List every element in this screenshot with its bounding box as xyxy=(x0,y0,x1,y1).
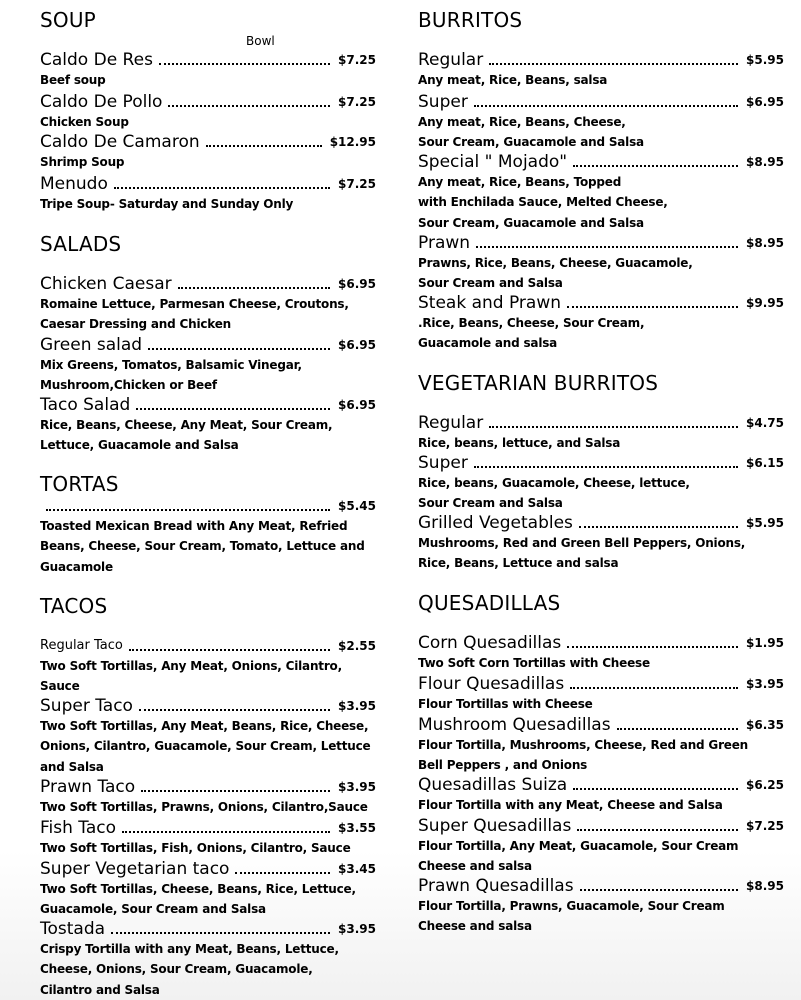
item-name-line xyxy=(418,50,784,70)
item-description: Flour Tortillas with Cheese xyxy=(418,697,593,711)
item-name-line xyxy=(418,413,784,433)
item-description: Romaine Lettuce, Parmesan Cheese, Croutons, xyxy=(40,297,349,311)
item-price: $3.95 xyxy=(746,677,784,691)
item-name: Caldo De Res xyxy=(40,50,153,70)
item-name: Super xyxy=(418,92,468,112)
item-description: Sauce xyxy=(40,679,80,694)
item-description: Two Soft Tortillas, Any Meat, Onions, Cilantro, xyxy=(40,659,342,673)
item-name-line xyxy=(418,775,784,795)
item-price: $9.95 xyxy=(746,296,784,310)
section-title: BURRITOS xyxy=(418,8,523,32)
item-description: Beef soup xyxy=(40,73,106,87)
item-description: Toasted Mexican Bread with Any Meat, Refried xyxy=(40,519,348,533)
item-name-line xyxy=(40,174,376,194)
dot-leader xyxy=(476,246,738,248)
item-description: Crispy Tortilla with any Meat, Beans, Lettuce, xyxy=(40,942,339,956)
item-description: Guacamole and salsa xyxy=(418,336,558,351)
item-name: Super Taco xyxy=(40,696,133,716)
item-name-line xyxy=(418,233,784,253)
item-price: $3.95 xyxy=(338,780,376,794)
item-description: Tripe Soup- Saturday and Sunday Only xyxy=(40,197,294,211)
item-description: Mix Greens, Tomatos, Balsamic Vinegar, xyxy=(40,358,302,372)
item-description: Lettuce, Guacamole and Salsa xyxy=(40,438,239,453)
item-description: Two Soft Tortillas, Fish, Onions, Cilantro, Sauce xyxy=(40,841,351,855)
item-price: $12.95 xyxy=(329,135,376,149)
item-price: $5.95 xyxy=(746,516,784,530)
dot-leader xyxy=(567,646,738,648)
item-price: $2.55 xyxy=(338,639,376,653)
dot-leader xyxy=(474,466,738,468)
item-name-line xyxy=(40,395,376,415)
section-title: TACOS xyxy=(40,594,108,618)
item-description: with Enchilada Sauce, Melted Cheese, xyxy=(418,195,668,210)
item-name-line xyxy=(40,335,376,355)
item-description: Sour Cream, Guacamole and Salsa xyxy=(418,215,644,230)
item-description: Flour Tortilla, Prawns, Guacamole, Sour Cream xyxy=(418,899,725,913)
item-price: $8.95 xyxy=(746,236,784,250)
item-name: Flour Quesadillas xyxy=(418,674,565,694)
item-name-line xyxy=(40,132,376,152)
dot-leader xyxy=(489,63,738,65)
item-name-line xyxy=(418,816,784,836)
dot-leader xyxy=(141,790,330,792)
item-name: Regular xyxy=(418,50,484,70)
item-name: Fish Taco xyxy=(40,818,117,838)
dot-leader xyxy=(136,408,330,410)
item-description: Sour Cream and Salsa xyxy=(418,276,563,291)
item-name: Mushroom Quesadillas xyxy=(418,715,611,735)
item-name: Chicken Caesar xyxy=(40,274,172,294)
item-name: Green salad xyxy=(40,335,143,355)
item-price: $7.25 xyxy=(338,177,376,191)
item-name: Regular xyxy=(418,413,484,433)
dot-leader xyxy=(579,526,738,528)
dot-leader xyxy=(159,63,330,65)
item-description: Bell Peppers , and Onions xyxy=(418,758,588,773)
item-name-line xyxy=(418,513,784,533)
item-price: $5.95 xyxy=(746,53,784,67)
section-title: TORTAS xyxy=(40,472,119,496)
item-price: $7.25 xyxy=(338,95,376,109)
item-price: $6.95 xyxy=(338,277,376,291)
dot-leader xyxy=(573,788,738,790)
item-name-line xyxy=(40,50,376,70)
item-description: Any meat, Rice, Beans, salsa xyxy=(418,73,608,87)
item-name-line xyxy=(418,92,784,112)
item-name: Caldo De Pollo xyxy=(40,92,163,112)
item-description: Guacamole xyxy=(40,559,113,574)
item-description: Two Soft Corn Tortillas with Cheese xyxy=(418,656,650,670)
item-price: $3.45 xyxy=(338,862,376,876)
item-name: Caldo De Camaron xyxy=(40,132,200,152)
item-description: Any meat, Rice, Beans, Topped xyxy=(418,175,622,189)
section-title: QUESADILLAS xyxy=(418,591,561,615)
dot-leader xyxy=(168,105,330,107)
dot-leader xyxy=(111,932,330,934)
item-description: Rice, Beans, Cheese, Any Meat, Sour Cream, xyxy=(40,418,333,432)
item-description: Rice, beans, lettuce, and Salsa xyxy=(418,436,621,450)
section-title: SALADS xyxy=(40,232,122,256)
dot-leader xyxy=(617,728,738,730)
item-price: $6.95 xyxy=(338,338,376,352)
item-description: Guacamole, Sour Cream and Salsa xyxy=(40,902,266,917)
item-name-line xyxy=(418,293,784,313)
item-price: $8.95 xyxy=(746,155,784,169)
column-label-bowl: Bowl xyxy=(246,34,275,48)
item-price: $5.45 xyxy=(338,499,376,513)
item-name-line xyxy=(40,274,376,294)
item-description: Cilantro and Salsa xyxy=(40,982,160,997)
item-name: Prawn xyxy=(418,233,471,253)
dot-leader xyxy=(139,709,330,711)
dot-leader xyxy=(489,426,738,428)
item-price: $1.95 xyxy=(746,636,784,650)
item-name-line xyxy=(418,152,784,172)
dot-leader xyxy=(474,105,738,107)
item-name-line xyxy=(418,453,784,473)
item-description: Shrimp Soup xyxy=(40,155,125,169)
item-price: $3.95 xyxy=(338,699,376,713)
item-name-line xyxy=(40,92,376,112)
dot-leader xyxy=(206,145,322,147)
item-name-line xyxy=(40,496,376,516)
item-description: Flour Tortilla, Mushrooms, Cheese, Red and Green xyxy=(418,738,749,752)
item-description: Onions, Cilantro, Guacamole, Sour Cream, Lettuce xyxy=(40,739,371,754)
item-description: Any meat, Rice, Beans, Cheese, xyxy=(418,115,626,129)
dot-leader xyxy=(148,348,330,350)
item-name: Super xyxy=(418,453,468,473)
item-name: Super Quesadillas xyxy=(418,816,572,836)
item-name: Special " Mojado" xyxy=(418,152,568,172)
item-description: Beans, Cheese, Sour Cream, Tomato, Lettuce and xyxy=(40,539,365,554)
item-description: Caesar Dressing and Chicken xyxy=(40,317,232,332)
item-description: Sour Cream, Guacamole and Salsa xyxy=(418,135,644,150)
dot-leader xyxy=(46,509,330,511)
item-price: $4.75 xyxy=(746,416,784,430)
dot-leader xyxy=(129,649,330,651)
item-price: $6.35 xyxy=(746,718,784,732)
dot-leader xyxy=(580,889,738,891)
dot-leader xyxy=(567,306,738,308)
item-description: Flour Tortilla with any Meat, Cheese and Salsa xyxy=(418,798,723,812)
item-name: Tostada xyxy=(40,919,106,939)
item-name: Prawn Quesadillas xyxy=(418,876,574,896)
item-name: Regular Taco xyxy=(40,638,123,653)
dot-leader xyxy=(122,831,330,833)
item-description: Mushrooms, Red and Green Bell Peppers, Onions, xyxy=(418,536,746,550)
item-description: Cheese, Onions, Sour Cream, Guacamole, xyxy=(40,962,313,977)
item-description: Cheese and salsa xyxy=(418,859,532,874)
dot-leader xyxy=(573,165,738,167)
item-description: Flour Tortilla, Any Meat, Guacamole, Sour Cream xyxy=(418,839,739,853)
item-name: Corn Quesadillas xyxy=(418,633,562,653)
item-description: Two Soft Tortillas, Cheese, Beans, Rice, Lettuce, xyxy=(40,882,356,896)
item-description: .Rice, Beans, Cheese, Sour Cream, xyxy=(418,316,645,330)
item-description: Sour Cream and Salsa xyxy=(418,496,563,511)
item-price: $3.95 xyxy=(338,922,376,936)
item-name: Steak and Prawn xyxy=(418,293,562,313)
dot-leader xyxy=(235,872,330,874)
item-name-line xyxy=(418,876,784,896)
item-name-line xyxy=(418,715,784,735)
item-name-line xyxy=(418,674,784,694)
item-name: Quesadillas Suiza xyxy=(418,775,568,795)
item-price: $6.95 xyxy=(746,95,784,109)
item-name-line xyxy=(40,818,376,838)
item-name: Taco Salad xyxy=(40,395,131,415)
item-price: $3.55 xyxy=(338,821,376,835)
item-description: Cheese and salsa xyxy=(418,919,532,934)
item-price: $6.15 xyxy=(746,456,784,470)
section-title: SOUP xyxy=(40,8,96,32)
section-title: VEGETARIAN BURRITOS xyxy=(418,371,659,395)
item-description: Prawns, Rice, Beans, Cheese, Guacamole, xyxy=(418,256,693,270)
item-price: $6.95 xyxy=(338,398,376,412)
item-price: $8.95 xyxy=(746,879,784,893)
item-price: $6.25 xyxy=(746,778,784,792)
item-name-line xyxy=(40,696,376,716)
item-name-line xyxy=(40,636,376,656)
item-name-line xyxy=(40,777,376,797)
dot-leader xyxy=(114,187,330,189)
item-description: Rice, beans, Guacamole, Cheese, lettuce, xyxy=(418,476,690,490)
dot-leader xyxy=(570,687,738,689)
item-name: Menudo xyxy=(40,174,108,194)
dot-leader xyxy=(178,287,330,289)
item-description: Mushroom,Chicken or Beef xyxy=(40,378,217,393)
item-description: Two Soft Tortillas, Any Meat, Beans, Rice, Cheese, xyxy=(40,719,369,733)
item-price: $7.25 xyxy=(746,819,784,833)
item-name-line xyxy=(40,919,376,939)
item-name: Super Vegetarian taco xyxy=(40,859,230,879)
item-description: and Salsa xyxy=(40,759,104,774)
item-name-line xyxy=(40,859,376,879)
dot-leader xyxy=(577,829,738,831)
item-name-line xyxy=(418,633,784,653)
item-description: Chicken Soup xyxy=(40,115,129,129)
item-name: Prawn Taco xyxy=(40,777,136,797)
item-name: Grilled Vegetables xyxy=(418,513,573,533)
item-description: Two Soft Tortillas, Prawns, Onions, Cilantro,Sauce xyxy=(40,800,368,814)
item-description: Rice, Beans, Lettuce and salsa xyxy=(418,556,619,571)
item-price: $7.25 xyxy=(338,53,376,67)
